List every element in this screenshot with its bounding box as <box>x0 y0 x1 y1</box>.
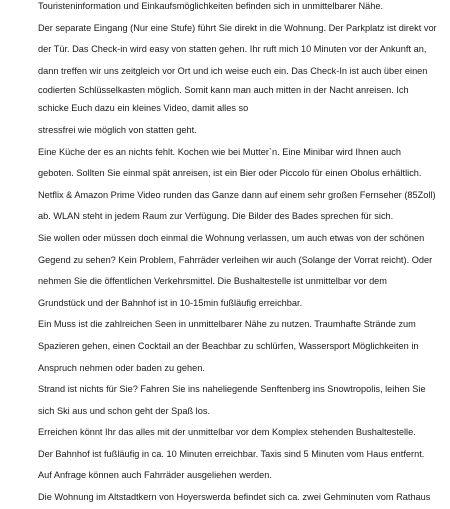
text-line: Der Bahnhof ist fußläufig in ca. 10 Minuten erreichbar. Taxis sind 5 Minuten vom Haus entfernt. <box>38 448 425 459</box>
text-line: Sie wollen oder müssen doch einmal die Wohnung verlassen, um auch etwas von der schönen <box>38 232 425 243</box>
text-line: Anspruch nehmen oder baden zu gehen. <box>38 362 205 373</box>
text-line: Strand ist nichts für Sie? Fahren Sie ins naheliegende Senftenberg ins Snowtropolis, leihen Sie <box>38 384 426 395</box>
text-line: der Tür. Das Check-in wird easy von statten gehen. Ihr ruft mich 10 Minuten vor der Ankunft an, <box>38 44 427 55</box>
text-line: Netflix & Amazon Prime Video runden das Ganze dann auf einem sehr großen Fernseher (85Zoll) <box>38 189 436 200</box>
text-line: Der separate Eingang (Nur eine Stufe) führt Sie direkt in die Wohnung. Der Parkplatz ist direkt vor <box>38 22 437 33</box>
text-line: Ein Muss ist die zahlreichen Seen in unmittelbarer Nähe zu nutzen. Traumhafte Strände zum <box>38 319 416 330</box>
text-line: sich Ski aus und schon geht der Spaß los. <box>38 405 211 416</box>
text-line: dann treffen wir uns zeitgleich vor Ort und ich weise euch ein. Das Check-In ist auch über einen <box>38 65 428 76</box>
text-line: nehmen Sie die öffentlichen Verkehrsmittel. Die Bushaltestelle ist unmittelbar vor dem <box>38 276 387 287</box>
text-line: Die Wohnung im Altstadtkern von Hoyerswerda befindet sich ca. zwei Gehminuten vom Rathaus <box>38 492 431 503</box>
text-line: Spazieren gehen, einen Cocktail an der Beachbar zu schlürfen, Wassersport Möglichkeiten in <box>38 340 419 351</box>
document-body <box>38 0 450 509</box>
text-line: stressfrei wie möglich von statten geht. <box>38 124 197 135</box>
text-line: Eine Küche der es an nichts fehlt. Kochen wie bei Mutter`n. Eine Minibar wird Ihnen auch <box>38 146 401 157</box>
text-line: geboten. Sollten Sie einmal spät anreisen, ist ein Bier oder Piccolo für einen Obolus erhältlich. <box>38 168 422 179</box>
text-line: Gegend zu sehen? Kein Problem, Fahrräder verleihen wir auch (Solange der Vorrat reicht). Oder <box>38 254 433 265</box>
text-line: Touristeninformation und Einkaufsmöglichkeiten befinden sich in unmittelbarer Nähe. <box>38 1 384 11</box>
text-line: ab. WLAN steht in jedem Raum zur Verfügung. Die Bilder des Bades sprechen für sich. <box>38 211 394 222</box>
text-line: Auf Anfrage können auch Fahrräder ausgeliehen werden. <box>38 470 272 481</box>
text-line: Grundstück und der Bahnhof ist in 10-15min fußläufig erreichbar. <box>38 297 303 308</box>
text-line: Erreichen könnt Ihr das alles mit der unmittelbar vor dem Komplex stehenden Bushaltestelle. <box>38 427 416 438</box>
text-line: codierten Schlüsselkasten möglich. Somit kann man auch mitten in der Nacht anreisen. Ich <box>38 85 409 96</box>
text-line: schicke Euch dazu ein kleines Video, damit alles so <box>38 103 249 114</box>
